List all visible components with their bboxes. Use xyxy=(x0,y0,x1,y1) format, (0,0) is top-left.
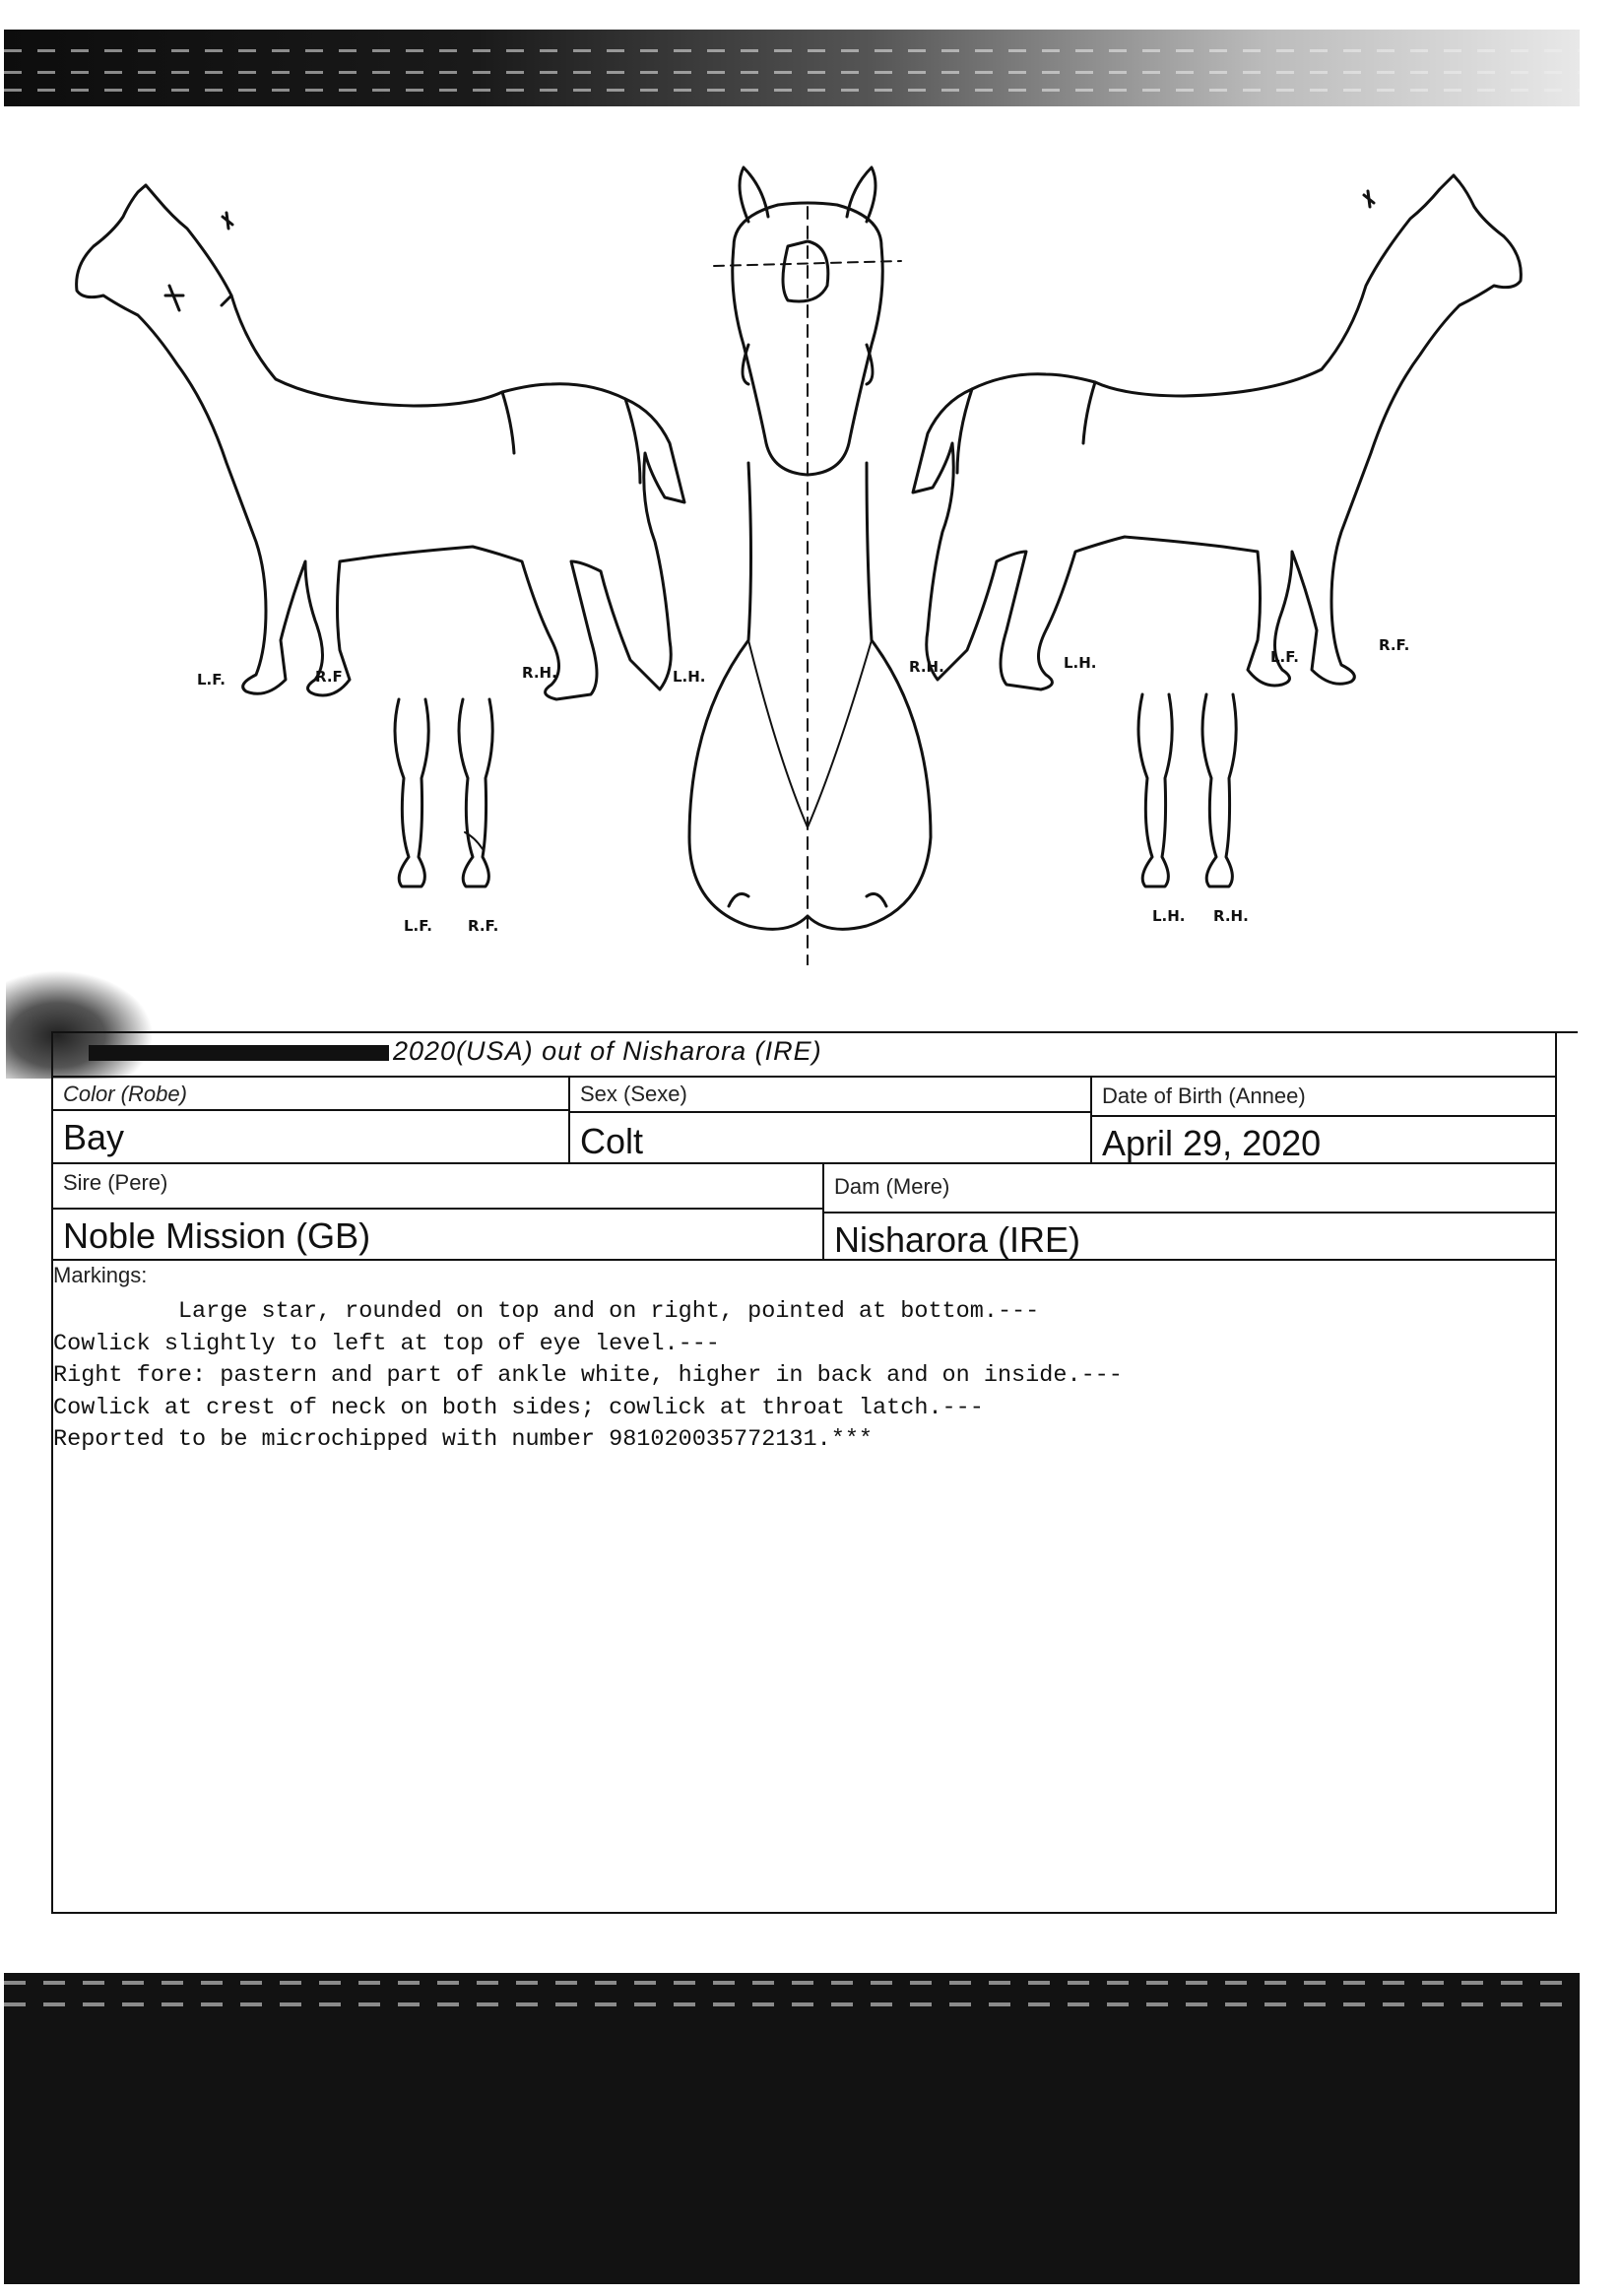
cell-dam xyxy=(824,1164,1555,1259)
label-hind-legs-lh: L.H. xyxy=(1152,907,1186,925)
front-legs-outline xyxy=(395,699,492,886)
dam-value: Nisharora (IRE) xyxy=(834,1219,1081,1260)
markings-line: Right fore: pastern and part of ankle white, higher in back and on inside.--- xyxy=(53,1362,1123,1389)
label-right-horse-rf: R.F. xyxy=(1379,636,1410,654)
label-right-horse-lf: L.F. xyxy=(1270,648,1299,666)
identification-form xyxy=(51,1032,1557,1914)
markings-section xyxy=(53,1259,1555,1911)
horse-name-suffix: 2020(USA) out of Nisharora (IRE) xyxy=(393,1036,822,1066)
dob-label: Date of Birth (Annee) xyxy=(1102,1083,1306,1108)
label-left-horse-rf: R.F xyxy=(315,668,343,686)
label-left-horse-lh: L.H. xyxy=(673,668,706,686)
sex-label: Sex (Sexe) xyxy=(580,1082,687,1106)
markings-line: Reported to be microchipped with number 981020035772131.*** xyxy=(53,1426,874,1453)
horse-markings-diagram xyxy=(0,148,1621,965)
cell-date-of-birth xyxy=(1092,1078,1555,1162)
row-color-sex-dob xyxy=(53,1076,1555,1162)
markings-line: Cowlick at crest of neck on both sides; cowlick at throat latch.--- xyxy=(53,1394,984,1421)
markings-label: Markings: xyxy=(53,1263,148,1287)
label-left-horse-rh: R.H. xyxy=(522,664,557,682)
front-head-outline xyxy=(689,167,931,965)
left-side-horse-outline xyxy=(77,185,684,699)
label-hind-legs-rh: R.H. xyxy=(1213,907,1249,925)
hind-legs-outline xyxy=(1138,694,1236,886)
cell-sex xyxy=(570,1078,1092,1162)
sex-value: Colt xyxy=(580,1121,644,1161)
scan-border-bottom xyxy=(4,1973,1580,2284)
markings-text xyxy=(53,1296,1123,1457)
scan-border-top xyxy=(4,30,1580,106)
dam-label: Dam (Mere) xyxy=(834,1174,950,1199)
row-sire-dam xyxy=(53,1162,1555,1259)
dob-value: April 29, 2020 xyxy=(1102,1123,1322,1163)
right-side-horse-outline xyxy=(913,175,1521,689)
label-front-legs-rf: R.F. xyxy=(468,917,499,935)
cell-color xyxy=(53,1078,570,1162)
color-value: Bay xyxy=(63,1117,125,1157)
cell-markings xyxy=(53,1261,1555,1911)
cell-sire xyxy=(53,1164,824,1259)
label-right-horse-rh: R.H. xyxy=(909,658,944,676)
markings-line: Cowlick slightly to left at top of eye level.--- xyxy=(53,1330,720,1357)
label-right-horse-lh: L.H. xyxy=(1064,654,1097,672)
color-label: Color (Robe) xyxy=(63,1082,187,1106)
label-front-legs-lf: L.F. xyxy=(404,917,432,935)
sire-value: Noble Mission (GB) xyxy=(63,1215,371,1256)
sire-label: Sire (Pere) xyxy=(63,1170,168,1195)
label-left-horse-lf: L.F. xyxy=(197,671,226,689)
markings-line: Large star, rounded on top and on right, pointed at bottom.--- xyxy=(53,1298,1040,1325)
